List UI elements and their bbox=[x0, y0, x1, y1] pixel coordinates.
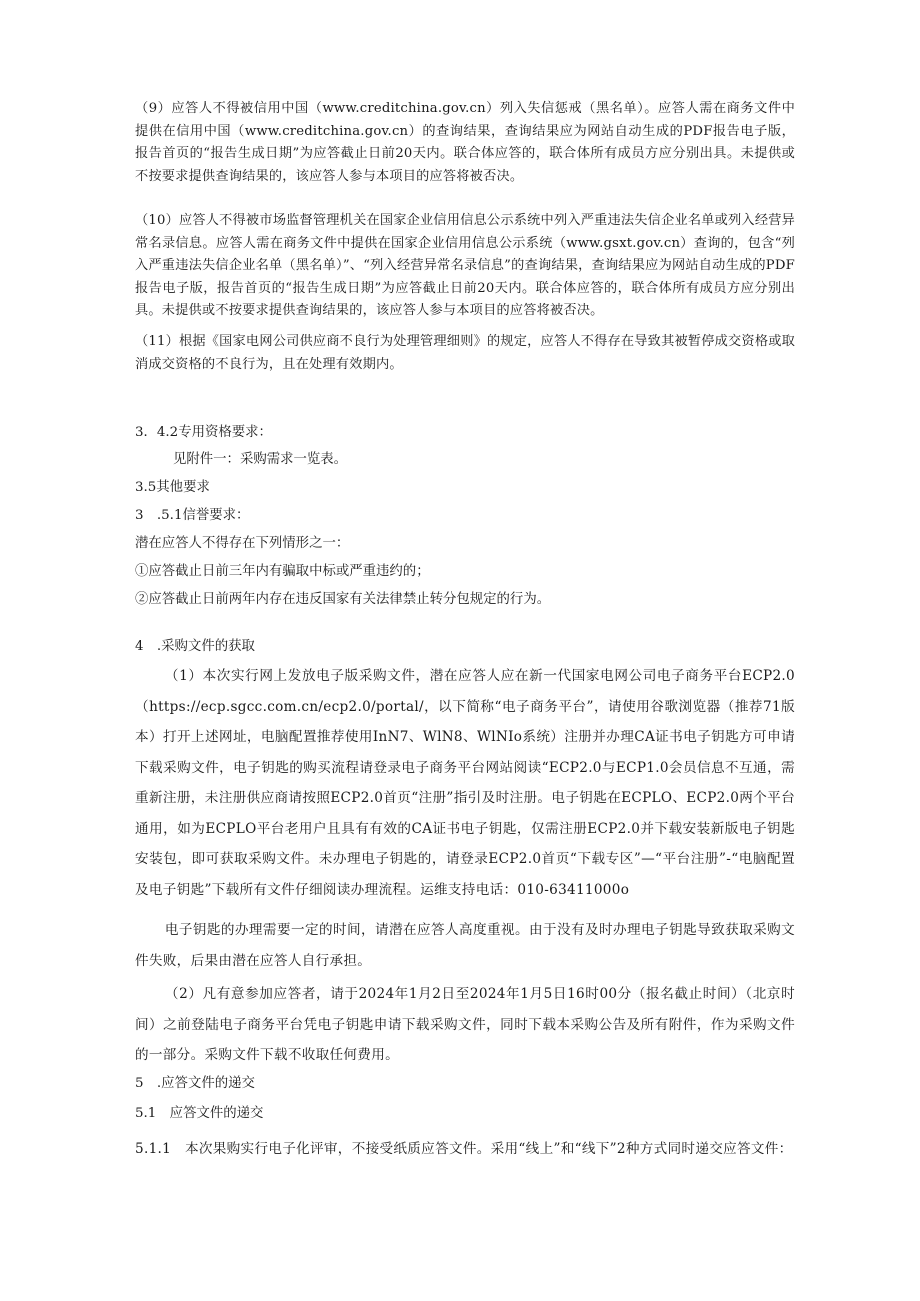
text-3-5-1-intro: 潜在应答人不得存在下列情形之一： bbox=[135, 536, 350, 551]
item-11-text: （11）根据《国家电网公司供应商不良行为处理管理细则》的规定，应答人不得存在导致其被暂停成交资格或取消成交资格的不良行为，且在处理有效期内。 bbox=[135, 334, 795, 372]
heading-3-4-2: 3．4.2专用资格要求： bbox=[135, 425, 272, 440]
item-9-text: （9）应答人不得被信用中国（www.creditchina.gov.cn）列入失信惩戒（黑名单）。应答人需在商务文件中提供在信用中国（www.creditchina.gov.cn）的查询结果，查询结果应为网站自动生成的PDF报告电子版，报告首页的“报告生成日期”为应答截止日前20天内。联合体应答的，联合体所有成员方应分别出具。未提供或不按要求提供查询结果的，该应答人参与本项目的应答将被否决。 bbox=[135, 101, 795, 184]
section-4-paragraph-3 bbox=[135, 979, 795, 1071]
section-4-paragraph-1 bbox=[135, 661, 795, 905]
heading-5: 5 .应答文件的递交 bbox=[135, 1076, 255, 1091]
heading-3-5-1: 3 .5.1信誉要求： bbox=[135, 508, 250, 523]
list-item-1: ①应答截止日前三年内有骗取中标或严重违约的； bbox=[135, 564, 430, 579]
paragraph-item-9 bbox=[135, 98, 795, 188]
item-10-text: （10）应答人不得被市场监督管理机关在国家企业信用信息公示系统中列入严重违法失信企业名单或列入经营异常名录信息。应答人需在商务文件中提供在国家企业信用信息公示系统（www.gsxt.gov.cn）查询的，包含“列入严重违法失信企业名单（黑名单）”、“列入经营异常名录信息”的查询结果，查询结果应为网站自动生成的PDF报告电子版，报告首页的“报告生成日期”为应答截止日前20天内。联合体应答的，联合体所有成员方应分别出具。未提供或不按要求提供查询结果的，该应答人参与本项目的应答将被否决。 bbox=[135, 213, 795, 318]
section-5-1-1-text: 5.1.1 本次果购实行电子化评审，不接受纸质应答文件。采用“线上”和“线下”2种方式同时递交应答文件： bbox=[135, 1141, 793, 1157]
heading-5-1: 5.1 应答文件的递交 bbox=[135, 1106, 264, 1121]
section-4-paragraph-1-text: （1）本次实行网上发放电子版采购文件，潜在应答人应在新一代国家电网公司电子商务平台ECP2.0（https://ecp.sgcc.com.cn/ecp2.0/portal/，以下简称“电子商务平台”，请使用谷歌浏览器（推荐71版本）打开上述网址，电脑配置推荐使用InN7、WlN8、WlNIo系统）注册并办理CA证书电子钥匙方可申请下载采购文件，电子钥匙的购买流程请登录电子商务平台网站阅读“ECP2.0与ECP1.0会员信息不互通，需重新注册，未注册供应商请按照ECP2.0首页“注册”指引及时注册。电子钥匙在ECPLO、ECP2.0两个平台通用，如为ECPLO平台老用户且具有有效的CA证书电子钥匙，仅需注册ECP2.0并下载安装新版电子钥匙安装包，即可获取采购文件。未办理电子钥匙的，请登录ECP2.0首页“下载专区”—“平台注册”-“电脑配置及电子钥匙”下载所有文件仔细阅读办理流程。运维支持电话：010-63411000o bbox=[135, 668, 795, 898]
section-5-1-1 bbox=[135, 1134, 795, 1165]
heading-3-5: 3.5其他要求 bbox=[135, 480, 210, 495]
paragraph-item-10 bbox=[135, 210, 795, 323]
heading-4: 4 .采购文件的获取 bbox=[135, 639, 255, 654]
text-3-4-2-body: 见附件一：采购需求一览表。 bbox=[173, 452, 348, 467]
section-4-paragraph-2-text: 电子钥匙的办理需要一定的时间，请潜在应答人高度重视。由于没有及时办理电子钥匙导致获取采购文件失败，后果由潜在应答人自行承担。 bbox=[135, 922, 795, 969]
section-4-paragraph-2 bbox=[135, 915, 795, 976]
list-item-2: ②应答截止日前两年内存在违反国家有关法律禁止转分包规定的行为。 bbox=[135, 592, 551, 607]
paragraph-item-11 bbox=[135, 331, 795, 376]
section-4-paragraph-3-text: （2）凡有意参加应答者，请于2024年1月2日至2024年1月5日16时00分（报名截止时间）（北京时间）之前登陆电子商务平台凭电子钥匙申请下载采购文件，同时下载本采购公告及所有附件，作为采购文件的一部分。采购文件下载不收取任何费用。 bbox=[135, 986, 795, 1063]
